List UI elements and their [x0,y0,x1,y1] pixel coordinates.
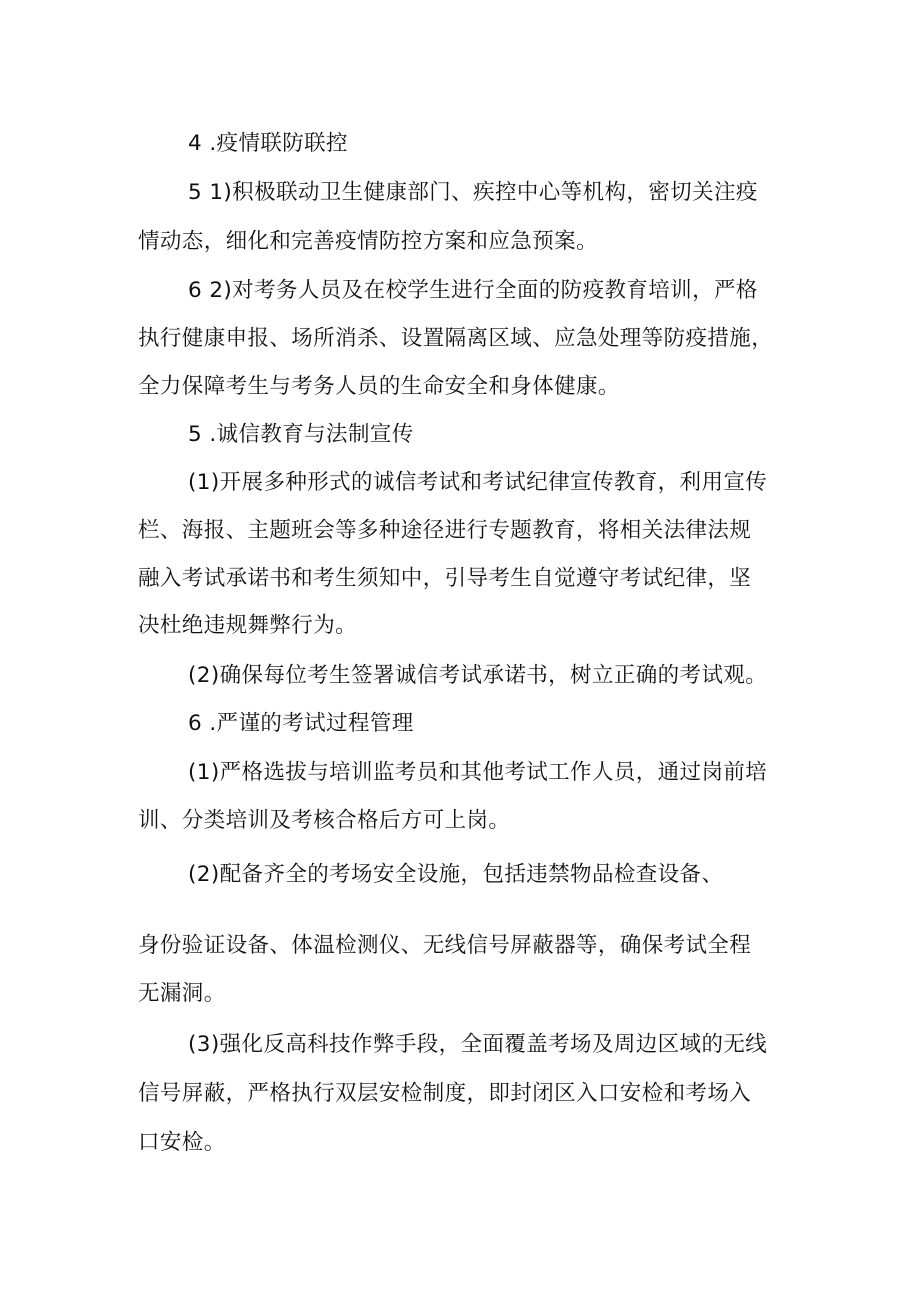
heading-integrity-education: 5 .诚信教育与法制宣传 [188,422,414,447]
paragraph-line: (1)严格选拔与培训监考员和其他考试工作人员，通过岗前培 [188,760,768,785]
paragraph-line: 身份验证设备、体温检测仪、无线信号屏蔽器等，确保考试全程 [138,933,752,958]
paragraph-line: (1)开展多种形式的诚信考试和考试纪律宣传教育，利用宣传 [188,470,768,495]
paragraph-line: 6 2)对考务人员及在校学生进行全面的防疫教育培训，严格 [188,278,758,303]
paragraph-line: 栏、海报、主题班会等多种途径进行专题教育，将相关法律法规 [138,518,752,543]
paragraph-line: (2)确保每位考生签署诚信考试承诺书，树立正确的考试观。 [188,663,768,688]
paragraph-line: 无漏洞。 [138,981,226,1006]
paragraph-line: 训、分类培训及考核合格后方可上岗。 [138,808,511,833]
paragraph-line: 情动态，细化和完善疫情防控方案和应急预案。 [138,229,598,254]
paragraph-line: 信号屏蔽，严格执行双层安检制度，即封闭区入口安检和考场入 [138,1081,752,1106]
heading-exam-process: 6 .严谨的考试过程管理 [188,711,414,736]
paragraph-line: 执行健康申报、场所消杀、设置隔离区域、应急处理等防疫措施， [138,326,774,351]
heading-epidemic-prevention: 4 .疫情联防联控 [188,131,348,156]
paragraph-line: 全力保障考生与考务人员的生命安全和身体健康。 [138,374,620,399]
paragraph-line: 5 1)积极联动卫生健康部门、疾控中心等机构，密切关注疫 [188,180,758,205]
paragraph-line: 口安检。 [138,1130,226,1155]
paragraph-line: (2)配备齐全的考场安全设施，包括违禁物品检查设备、 [188,862,724,887]
paragraph-line: 决杜绝违规舞弊行为。 [138,613,358,638]
paragraph-line: 融入考试承诺书和考生须知中，引导考生自觉遵守考试纪律，坚 [138,566,752,591]
paragraph-line: (3)强化反高科技作弊手段，全面覆盖考场及周边区域的无线 [188,1032,768,1057]
